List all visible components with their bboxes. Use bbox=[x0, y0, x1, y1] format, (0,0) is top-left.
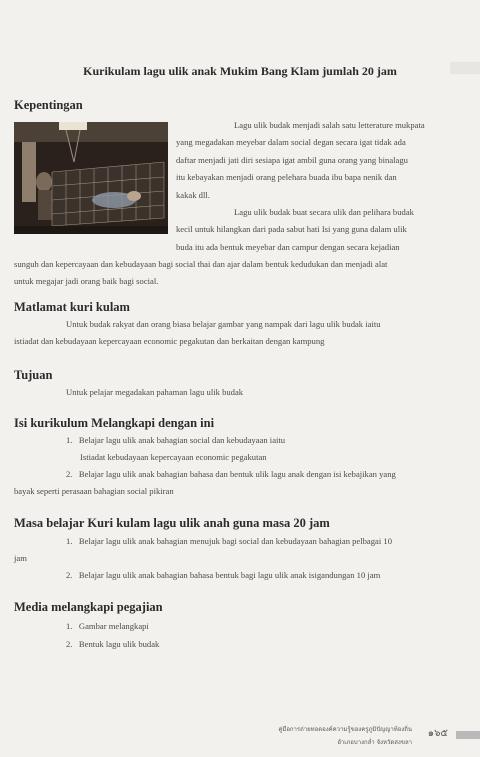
item-text: Belajar lagu ulik anak bahagian social dan kebudayaan iaitu bbox=[78, 435, 286, 445]
masa-item-1-continued: jam bbox=[14, 553, 27, 563]
item-number: 2. bbox=[66, 469, 73, 479]
item-text: Belajar lagu ulik anak bahagian bahasa dan bentuk ulik lagu anak dengan isi kebajikan yang bbox=[78, 469, 396, 479]
isi-item-1 bbox=[66, 432, 285, 449]
media-item-1 bbox=[66, 618, 149, 635]
isi-item-2 bbox=[66, 466, 396, 483]
text-line: Lagu ulik budak menjadi salah satu letterature mukpata bbox=[234, 120, 425, 130]
isi-item-2-continued: bayak seperti perasaan bahagian social pikiran bbox=[14, 486, 174, 496]
text-line: Untuk budak rakyat dan orang biasa belajar gambar yang nampak dari lagu ulik budak iaitu bbox=[66, 319, 381, 329]
item-text: Belajar lagu ulik anak bahagian bahasa bentuk bagi lagu ulik anak isigandungan 10 jam bbox=[78, 570, 381, 580]
text-line: yang megadakan meyebar dalam social degan secara igat tidak ada bbox=[176, 137, 406, 148]
heading-media: Media melangkapi pegajian bbox=[14, 600, 163, 614]
kepentingan-paragraph-2 bbox=[14, 256, 462, 291]
isi-item-1-continued: Istiadat kebudayaan kepercayaan economic pegakutan bbox=[80, 452, 267, 462]
page-title: Kurikulam lagu ulik anak Mukim Bang Klam jumlah 20 jam bbox=[83, 64, 397, 78]
tujuan-paragraph: Untuk pelajar megadakan pahaman lagu ulik budak bbox=[66, 387, 244, 397]
cradle-photo-graphic bbox=[14, 122, 168, 234]
page-edge-tab bbox=[456, 731, 480, 739]
item-text: Belajar lagu ulik anak bahagian menujuk bagi social dan kebudayaan bahagian pelbagai 10 bbox=[78, 536, 392, 546]
footer-line-2: อำเภอบางกล่ำ จังหวัดสงขลา bbox=[337, 739, 412, 746]
item-number: 1. bbox=[66, 621, 73, 631]
item-number: 2. bbox=[66, 639, 73, 649]
heading-tujuan: Tujuan bbox=[14, 368, 53, 382]
text-line: kakak dll. bbox=[176, 189, 210, 200]
item-text: Gambar melangkapi bbox=[78, 621, 149, 631]
heading-isi-kurikulum: Isi kurikulum Melangkapi dengan ini bbox=[14, 416, 215, 430]
text-line: kecil untuk hilangkan dari pada sabut hati Isi yang guna dalam ulik bbox=[176, 224, 407, 235]
page-number: ๑๖๕ bbox=[427, 728, 448, 739]
item-number: 2. bbox=[66, 570, 73, 580]
masa-item-2 bbox=[66, 567, 380, 584]
heading-kepentingan: Kepentingan bbox=[14, 98, 83, 112]
text-line: sunguh dan kepercayaan dan kebudayaan bagi social thai dan ajar dalam bentuk kedudukan dan menjadi alat bbox=[14, 259, 388, 269]
media-item-2 bbox=[66, 636, 159, 653]
text-line: istiadat dan kebudayaan kepercayaan economic pegakutan dan berkaitan dengan kampung bbox=[14, 336, 325, 347]
text-line: buda itu ada bentuk meyebar dan campur dengan secara kejadian bbox=[176, 241, 400, 252]
text-line: Lagu ulik budak buat secara ulik dan pelihara budak bbox=[234, 207, 414, 218]
matlamat-paragraph bbox=[14, 316, 466, 351]
heading-masa-belajar: Masa belajar Kuri kulam lagu ulik anah guna masa 20 jam bbox=[14, 516, 330, 530]
item-number: 1. bbox=[66, 536, 73, 546]
kepentingan-paragraph-1 bbox=[176, 117, 460, 256]
text-line: itu kebayakan menjadi orang pelehara buada ibu bapa nenik dan bbox=[176, 172, 397, 183]
masa-item-1 bbox=[66, 533, 392, 550]
cradle-photo bbox=[14, 122, 168, 234]
item-text: Bentuk lagu ulik budak bbox=[78, 639, 160, 649]
text-line: daftar menjadi jati diri sesiapa igat ambil guna orang yang binalagu bbox=[176, 154, 408, 165]
heading-matlamat: Matlamat kuri kulam bbox=[14, 300, 130, 314]
text-line: untuk megajar jadi orang baik bagi social. bbox=[14, 276, 159, 287]
footer-line-1: คู่มือการถ่ายทอดองค์ความรู้ของครูภูมิปัญญาท้องถิ่น bbox=[278, 726, 412, 733]
item-number: 1. bbox=[66, 435, 73, 445]
